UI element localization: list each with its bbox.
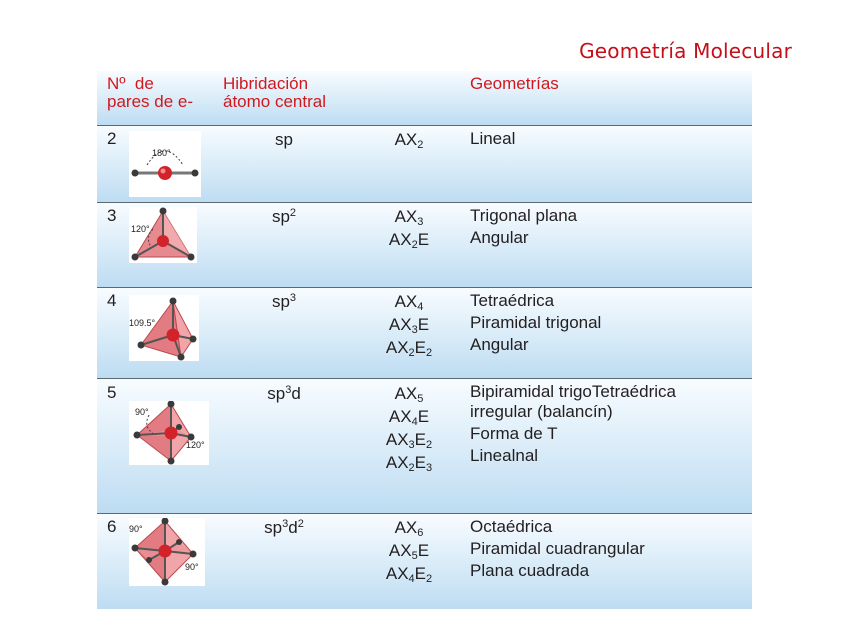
geometry-list xyxy=(470,205,577,249)
formula: $AX_5E$ xyxy=(388,541,430,562)
pairs-count: 3 xyxy=(107,206,117,225)
formula: $AX_2E_3$ xyxy=(385,453,433,474)
pairs-count: 4 xyxy=(107,291,117,310)
hybridization: $sp^3d^2$ xyxy=(264,518,304,537)
hybridization: $sp^3$ xyxy=(271,292,297,311)
row-separator xyxy=(97,513,752,514)
trigonal-bipyramidal-molecule-icon xyxy=(129,401,209,465)
geometry-name: Lineal xyxy=(470,129,516,148)
formula: $AX_5$ xyxy=(394,384,424,405)
geometry-name: Angular xyxy=(470,335,529,354)
slide-title: Geometría Molecular xyxy=(579,39,792,63)
geometry-table xyxy=(97,71,752,609)
row-separator xyxy=(97,125,752,126)
pairs-count: 6 xyxy=(107,517,117,536)
geometry-name: Bipiramidal trigoTetraédrica xyxy=(470,382,676,401)
hybridization: $sp^3d$ xyxy=(267,384,301,403)
formula: $AX_4E_2$ xyxy=(385,564,433,585)
geometry-name: Tetraédrica xyxy=(470,291,555,310)
formula-list xyxy=(349,205,469,251)
formula-list xyxy=(349,128,469,151)
formula: $AX_4E$ xyxy=(388,407,430,428)
formula-list xyxy=(349,382,469,474)
geometry-name: Trigonal plana xyxy=(470,206,578,225)
pairs-count: 5 xyxy=(107,383,117,402)
trigonal-planar-molecule-icon xyxy=(129,207,197,263)
geometry-name: irregular (balancín) xyxy=(470,402,613,421)
geometry-list xyxy=(470,382,676,466)
row-separator xyxy=(97,378,752,379)
angle-label: 120° xyxy=(186,440,205,450)
tetrahedral-molecule-icon xyxy=(129,295,199,361)
geometry-name: Linealnal xyxy=(470,446,539,465)
angle-label: 109.5° xyxy=(129,318,156,328)
formula-list xyxy=(349,290,469,359)
geometry-name: Angular xyxy=(470,228,529,247)
linear-molecule-icon xyxy=(129,131,201,197)
header-pairs: Nº de pares de e- xyxy=(107,74,193,111)
geometry-list xyxy=(470,290,601,356)
row-separator xyxy=(97,287,752,288)
formula: $AX_3E$ xyxy=(388,315,430,336)
geometry-name: Octaédrica xyxy=(470,517,553,536)
formula: $AX_2E_2$ xyxy=(385,338,433,359)
formula-list xyxy=(349,516,469,585)
geometry-name: Piramidal cuadrangular xyxy=(470,539,645,558)
geometry-list xyxy=(470,128,515,150)
formula: $AX_2E$ xyxy=(388,230,430,251)
formula: $AX_3E_2$ xyxy=(385,430,433,451)
header-geometries: Geometrías xyxy=(470,74,559,93)
row-separator xyxy=(97,202,752,203)
angle-label: 120° xyxy=(131,224,150,234)
header-hybridization: Hibridación átomo central xyxy=(223,74,326,111)
formula: $AX_6$ xyxy=(394,518,424,539)
formula: $AX_3$ xyxy=(394,207,424,228)
angle-label: 90° xyxy=(129,524,143,534)
header-band xyxy=(97,71,752,125)
geometry-name: Forma de T xyxy=(470,424,558,443)
pairs-count: 2 xyxy=(107,129,117,148)
geometry-name: Plana cuadrada xyxy=(470,561,590,580)
hybridization: $sp^2$ xyxy=(271,207,297,226)
formula: $AX_4$ xyxy=(394,292,424,313)
octahedral-molecule-icon xyxy=(129,518,205,586)
angle-label: 90° xyxy=(135,407,149,417)
angle-label: 180° xyxy=(152,148,171,158)
geometry-name: Piramidal trigonal xyxy=(470,313,602,332)
geometry-list xyxy=(470,516,645,582)
angle-label: 90° xyxy=(185,562,199,572)
formula: $AX_2$ xyxy=(394,130,424,151)
hybridization: sp xyxy=(275,130,293,149)
